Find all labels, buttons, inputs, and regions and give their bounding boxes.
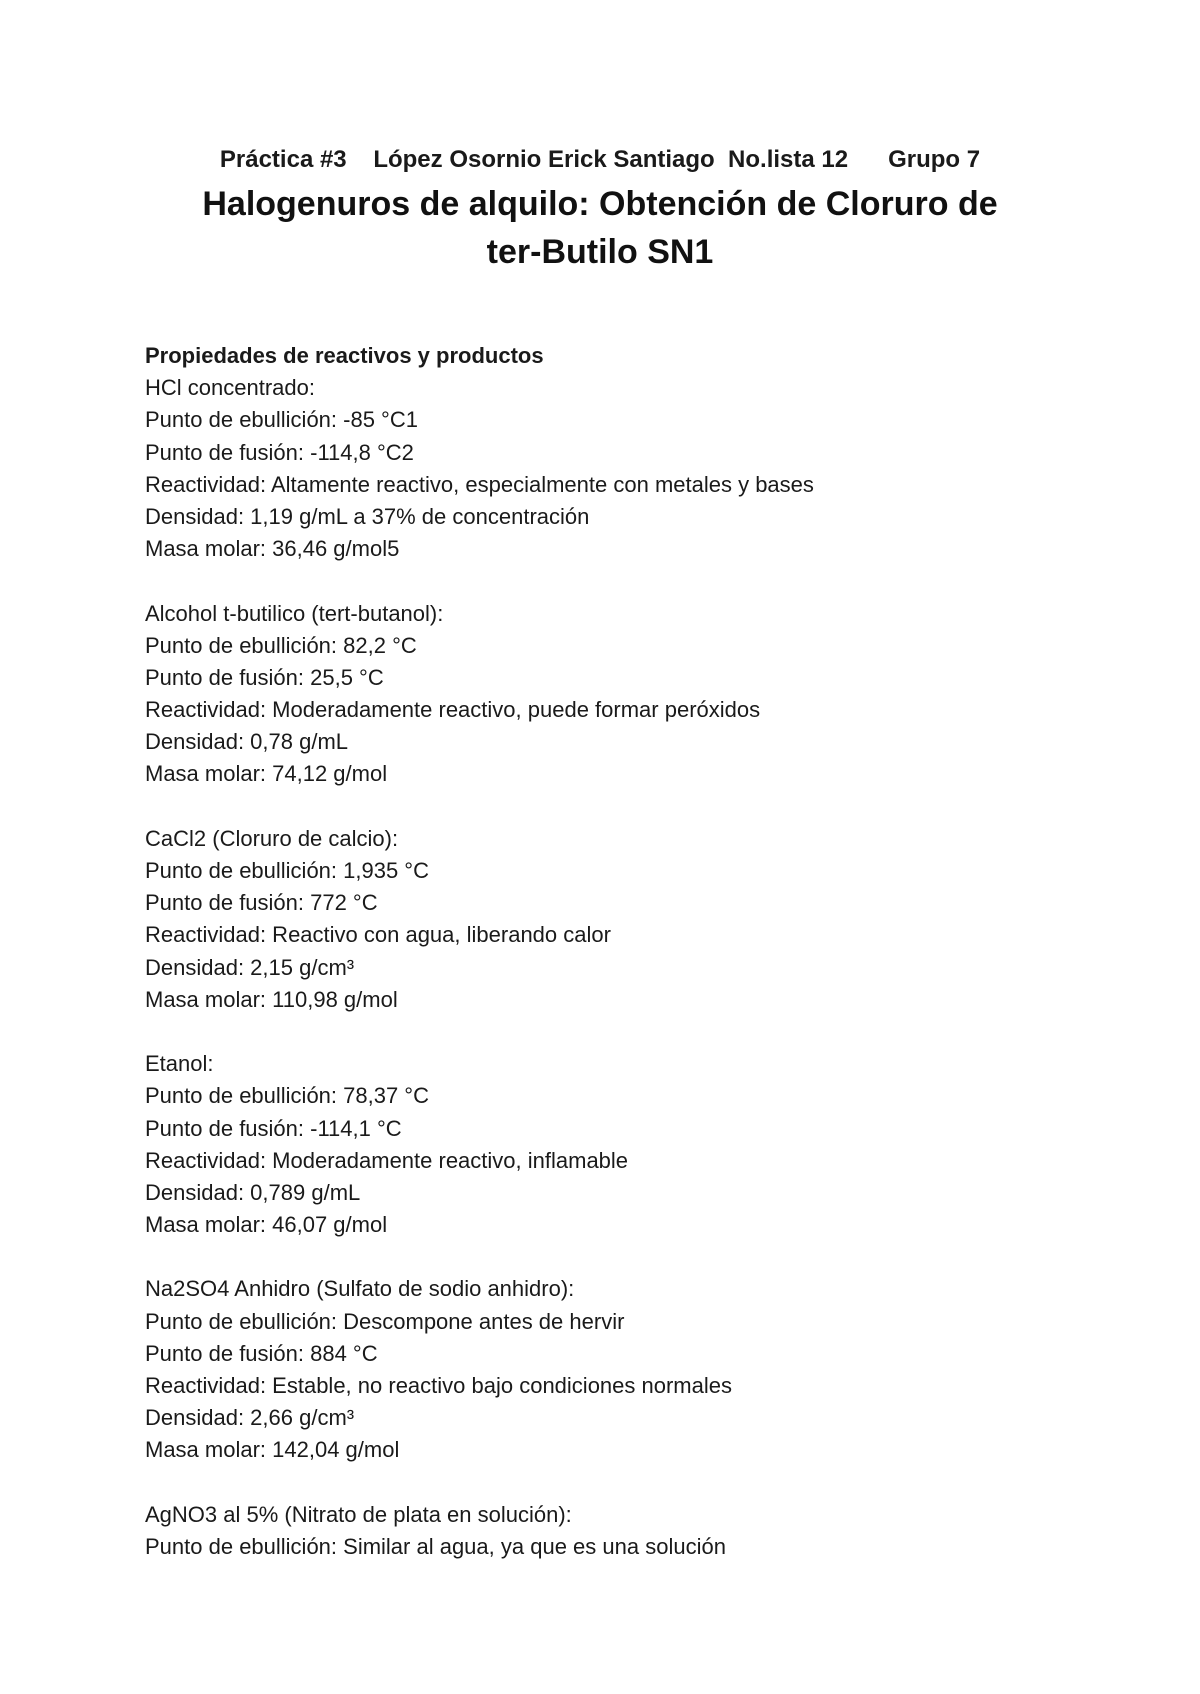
paragraph-gap: [145, 1241, 1125, 1273]
property-line: Masa molar: 142,04 g/mol: [145, 1437, 400, 1463]
substance-name: CaCl2 (Cloruro de calcio):: [145, 825, 399, 851]
property-line: Punto de fusión: 884 °C: [145, 1340, 378, 1366]
page-title: [100, 180, 1100, 276]
substance-name: Alcohol t-butilico (tert-butanol):: [145, 600, 444, 626]
substance-name: AgNO3 al 5% (Nitrato de plata en solución):: [145, 1501, 572, 1527]
property-line: Punto de fusión: 25,5 °C: [145, 664, 384, 690]
property-line: Punto de fusión: -114,1 °C: [145, 1115, 402, 1141]
property-line: Masa molar: 110,98 g/mol: [145, 986, 398, 1012]
property-line: Densidad: 2,15 g/cm³: [145, 954, 355, 980]
property-line: Reactividad: Reactivo con agua, liberando calor: [145, 922, 611, 948]
document-body: [145, 340, 1125, 1563]
title-line-2: ter-Butilo SN1: [486, 233, 714, 271]
property-line: Punto de ebullición: -85 °C1: [145, 407, 418, 433]
title-line-1: Halogenuros de alquilo: Obtención de Cloruro de: [202, 185, 998, 223]
substance-name: Na2SO4 Anhidro (Sulfato de sodio anhidro):: [145, 1276, 575, 1302]
paragraph-gap: [145, 565, 1125, 597]
property-line: Punto de ebullición: Similar al agua, ya que es una solución: [145, 1533, 726, 1559]
property-line: Reactividad: Estable, no reactivo bajo condiciones normales: [145, 1373, 732, 1398]
property-line: Masa molar: 46,07 g/mol: [145, 1212, 388, 1238]
property-line: Densidad: 0,789 g/mL: [145, 1179, 361, 1205]
property-line: Punto de fusión: 772 °C: [145, 890, 378, 916]
section-heading: Propiedades de reactivos y productos: [145, 343, 544, 368]
property-line: Punto de ebullición: 82,2 °C: [145, 632, 417, 658]
property-line: Punto de ebullición: 78,37 °C: [145, 1083, 429, 1109]
property-line: Densidad: 0,78 g/mL: [145, 729, 349, 755]
property-line: Reactividad: Altamente reactivo, especialmente con metales y bases: [145, 471, 814, 497]
paragraph-gap: [145, 1016, 1125, 1048]
property-line: Reactividad: Moderadamente reactivo, puede formar peróxidos: [145, 697, 761, 723]
paragraph-gap: [145, 1467, 1125, 1499]
header-line: Práctica #3 López Osornio Erick Santiago No.lista 12 Grupo 7: [219, 146, 981, 173]
property-line: Densidad: 2,66 g/cm³: [145, 1405, 355, 1431]
property-line: Punto de ebullición: 1,935 °C: [145, 858, 429, 883]
property-line: Masa molar: 74,12 g/mol: [145, 761, 388, 787]
property-line: Masa molar: 36,46 g/mol5: [145, 536, 400, 562]
property-line: Punto de fusión: -114,8 °C2: [145, 439, 414, 465]
substance-name: Etanol:: [145, 1051, 214, 1077]
substance-name: HCl concentrado:: [145, 375, 315, 401]
paragraph-gap: [145, 791, 1125, 823]
property-line: Densidad: 1,19 g/mL a 37% de concentración: [145, 503, 590, 529]
property-line: Reactividad: Moderadamente reactivo, inflamable: [145, 1147, 629, 1173]
property-line: Punto de ebullición: Descompone antes de hervir: [145, 1308, 625, 1334]
